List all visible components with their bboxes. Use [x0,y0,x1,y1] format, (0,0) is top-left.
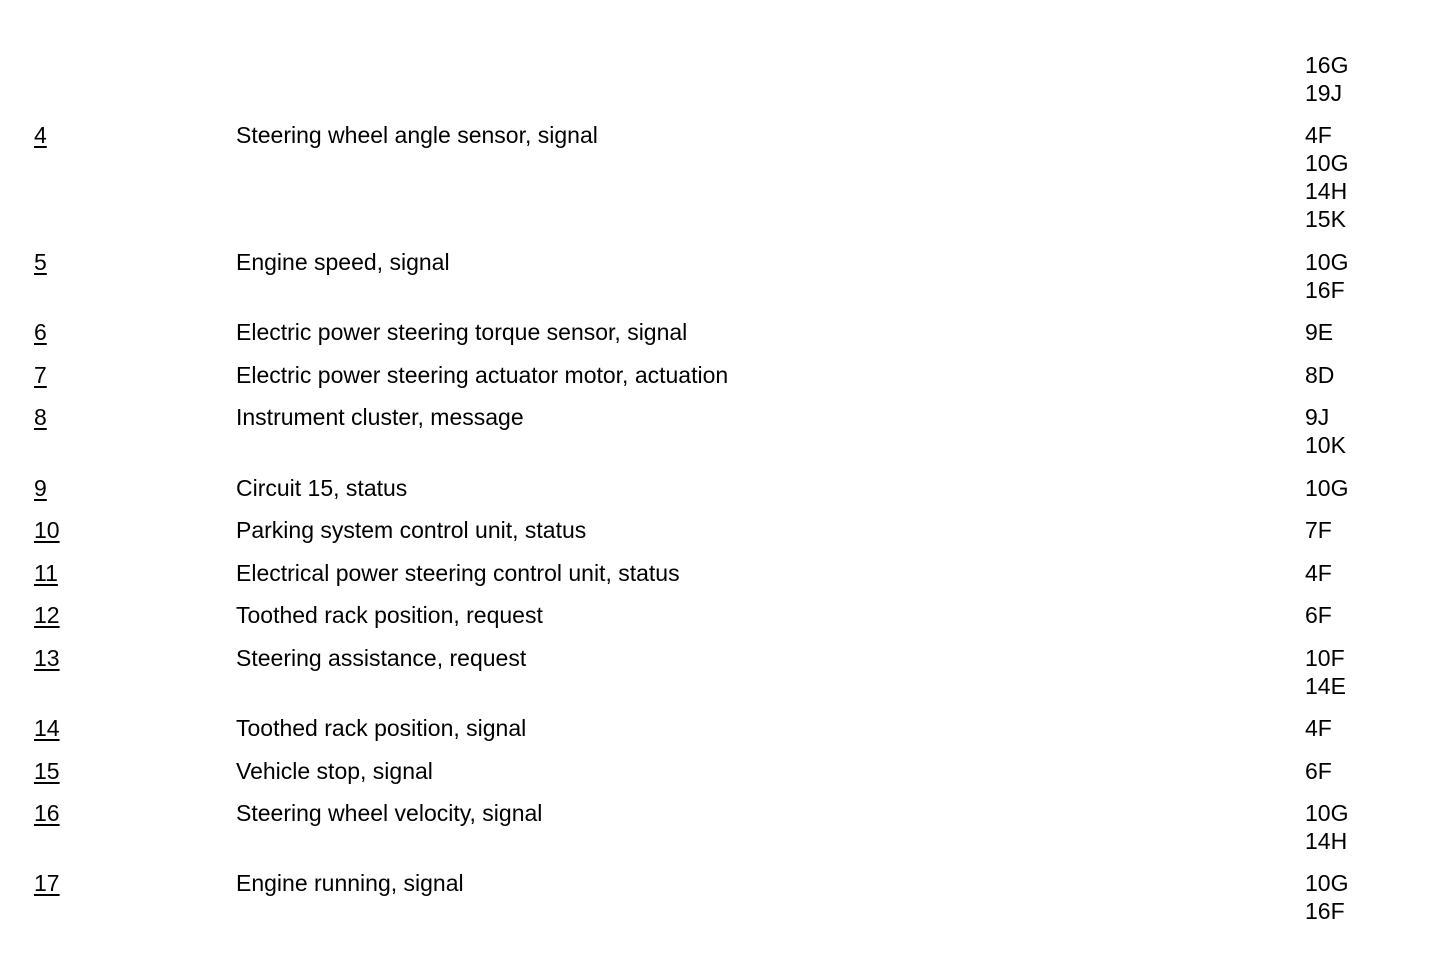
grid-reference: 14E [1305,673,1346,699]
signal-description: Electrical power steering control unit, status [236,560,680,586]
signal-number-link[interactable]: 9 [34,475,47,501]
ref-list [1305,869,1348,925]
grid-reference: 4F [1305,560,1332,586]
signal-description: Steering wheel angle sensor, signal [236,122,598,148]
ref-list [1305,121,1348,233]
ref-list [1305,799,1348,855]
ref-list [1305,714,1332,742]
grid-reference: 10G [1305,870,1349,896]
signal-description: Instrument cluster, message [236,404,524,430]
ref-list [1305,51,1348,107]
ref-list [1305,318,1333,346]
signal-description: Toothed rack position, request [236,602,543,628]
grid-reference: 9J [1305,404,1330,430]
signal-number-link[interactable]: 10 [34,517,60,543]
grid-reference: 16F [1305,277,1345,303]
signal-description: Engine running, signal [236,870,464,896]
signal-number-link[interactable]: 4 [34,122,47,148]
grid-reference: 16F [1305,898,1345,924]
grid-reference: 10K [1305,432,1346,458]
ref-list [1305,644,1346,700]
ref-list [1305,361,1334,389]
grid-reference: 4F [1305,122,1332,148]
signal-description: Circuit 15, status [236,475,408,501]
signal-number-link[interactable]: 11 [34,560,58,586]
grid-reference: 6F [1305,602,1332,628]
signal-description: Engine speed, signal [236,249,450,275]
signal-number-link[interactable]: 8 [34,404,47,430]
signal-number-link[interactable]: 15 [34,758,60,784]
ref-list [1305,559,1332,587]
signal-number-link[interactable]: 17 [34,870,60,896]
signal-description: Electric power steering actuator motor, actuation [236,362,729,388]
signal-description: Steering assistance, request [236,645,527,671]
ref-list [1305,601,1332,629]
signal-description: Steering wheel velocity, signal [236,800,543,826]
signal-description: Toothed rack position, signal [236,715,527,741]
grid-reference: 6F [1305,758,1332,784]
grid-reference: 15K [1305,206,1346,232]
grid-reference: 14H [1305,178,1348,204]
grid-reference: 10G [1305,475,1349,501]
signal-number-link[interactable]: 13 [34,645,60,671]
signal-number-link[interactable]: 16 [34,800,60,826]
signal-number-link[interactable]: 5 [34,249,47,275]
ref-list [1305,403,1346,459]
grid-reference: 8D [1305,362,1335,388]
signal-number-link[interactable]: 12 [34,602,60,628]
grid-reference: 7F [1305,517,1332,543]
grid-reference: 4F [1305,715,1332,741]
grid-reference: 10F [1305,645,1345,671]
grid-reference: 9E [1305,319,1334,345]
signal-number-link[interactable]: 7 [34,362,47,388]
ref-list [1305,474,1348,502]
ref-list [1305,757,1332,785]
signal-number-link[interactable]: 14 [34,715,60,741]
grid-reference: 10G [1305,249,1349,275]
grid-reference: 16G [1305,52,1349,78]
grid-reference: 19J [1305,80,1343,106]
grid-reference: 10G [1305,150,1349,176]
ref-list [1305,516,1332,544]
signal-number-link[interactable]: 6 [34,319,47,345]
grid-reference: 14H [1305,828,1348,854]
grid-reference: 10G [1305,800,1349,826]
ref-list [1305,248,1348,304]
signal-description: Vehicle stop, signal [236,758,433,784]
signal-description: Electric power steering torque sensor, signal [236,319,688,345]
signal-description: Parking system control unit, status [236,517,587,543]
